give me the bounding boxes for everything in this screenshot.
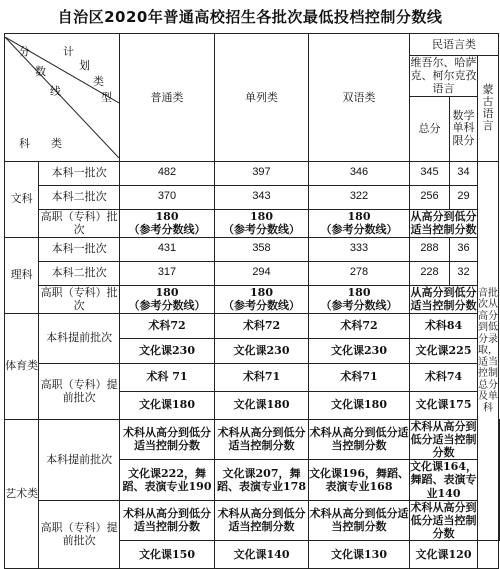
yishu-gaozhi-r1-4: 术科从高分到低分适当控制分数 (410, 500, 477, 541)
tiyu-gaozhi-wenhua-1: 文化课180 (120, 391, 215, 419)
yishu-benke-batch: 本科提前批次 (39, 419, 120, 500)
wenke-gaozhi-danlie: 180 （参考分数线） (215, 209, 309, 237)
wenke-zongfen-1: 345 (410, 161, 450, 185)
col-menggu: 蒙古语言 (478, 56, 499, 162)
tiyu-gaozhi-shuke-3: 术科71 (309, 363, 410, 391)
yishu-benke-r1-2: 术科从高分到低分适当控制分数 (215, 419, 309, 460)
corner-xian: 线 (50, 84, 61, 98)
like-zongfen-1: 288 (410, 237, 450, 261)
corner-ji: 计 (63, 44, 74, 58)
col-shuangyu: 双语类 (309, 34, 410, 162)
corner-ke: 科 (19, 136, 30, 150)
like-shuxue-2: 32 (450, 261, 478, 285)
tiyu-gaozhi-wenhua-2: 文化课180 (215, 391, 309, 419)
wenke-gaozhi-minyu: 从高分到低分适当控制分数 (410, 209, 477, 237)
tiyu-benke-wenhua-2: 文化课230 (215, 338, 309, 363)
like-gaozhi-minyu: 从高分到低分适当控制分数 (410, 285, 477, 313)
wenke-gaozhi-shuangyu: 180 （参考分数线） (309, 209, 410, 237)
wenke-shuangyu-2: 322 (309, 185, 410, 209)
tiyu-benke-shuke-2: 术科72 (215, 313, 309, 338)
col-minyuyan: 民语言类 (410, 34, 499, 56)
col-danlie: 单列类 (215, 34, 309, 162)
tiyu-benke-wenhua-3: 文化课230 (309, 338, 410, 363)
like-putong-1: 431 (120, 237, 215, 261)
wenke-gaozhi-batch: 高职（专科）批次 (40, 209, 118, 237)
yishu-benke-r2-1: 文化课222，舞蹈、表演专业190 (120, 460, 215, 501)
score-table (4, 33, 500, 569)
corner-lei2: 类 (93, 74, 104, 88)
wenke-shuxue-2: 29 (450, 185, 478, 209)
tiyu-benke-batch: 本科提前批次 (39, 313, 120, 363)
yishu-benke-r2-3: 文化课196，舞蹈、表演专业168 (309, 460, 410, 501)
like-danlie-1: 358 (215, 237, 309, 261)
wenke-gaozhi-putong: 180 （参考分数线） (120, 209, 215, 237)
header-corner (5, 34, 120, 162)
like-shuxue-1: 36 (450, 237, 478, 261)
yishu-benke-r2-4: 文化课164，舞蹈、表演专业140 (410, 460, 477, 500)
wenke-danlie-2: 343 (215, 185, 309, 209)
tiyu-benke-shuke-1: 术科72 (120, 313, 215, 338)
tiyu-benke-shuke-3: 术科72 (309, 313, 410, 338)
wenke-putong-1: 482 (120, 161, 215, 185)
wenke-putong-2: 370 (120, 185, 215, 209)
like-putong-2: 317 (120, 261, 215, 285)
like-danlie-2: 294 (215, 261, 309, 285)
yishu-benke-r2-2: 文化课207，舞蹈、表演专业178 (215, 460, 309, 501)
corner-fen: 分 (19, 44, 30, 58)
tiyu-benke-wenhua-4: 文化课225 (410, 338, 478, 363)
yishu-gaozhi-r1-2: 术科从高分到低分适当控制分数 (215, 500, 309, 541)
yishu-benke-r1-1: 术科从高分到低分适当控制分数 (120, 419, 215, 460)
wenke-shuangyu-1: 346 (309, 161, 410, 185)
yishu-menggu-cell (499, 419, 500, 460)
yishu-benke-r1-3: 术科从高分到低分适当控制分数 (309, 419, 410, 460)
tiyu-gaozhi-shuke-4: 术科74 (410, 363, 478, 391)
like-batch-2: 本科二批次 (39, 261, 120, 285)
yishu-label: 艺术类 (5, 419, 39, 569)
wenke-danlie-1: 397 (215, 161, 309, 185)
corner-lei: 类 (51, 136, 62, 150)
yishu-menggu-cell-3 (499, 500, 500, 541)
like-zongfen-2: 228 (410, 261, 450, 285)
like-shuangyu-1: 333 (309, 237, 410, 261)
col-minyuyan-sub: 维吾尔、哈萨克、柯尔克孜语言 (410, 56, 477, 96)
wenke-zongfen-2: 256 (410, 185, 450, 209)
yishu-gaozhi-r2-1: 文化课150 (120, 541, 215, 569)
wenke-label: 文科 (5, 161, 39, 237)
like-shuangyu-2: 278 (309, 261, 410, 285)
corner-hua: 划 (79, 58, 90, 72)
tiyu-gaozhi-wenhua-4: 文化课175 (410, 391, 478, 419)
tiyu-benke-shuke-4: 术科84 (410, 313, 478, 338)
like-label: 理科 (5, 237, 39, 313)
yishu-menggu-cell-2 (499, 460, 500, 501)
menggu-note: 音批次从高分到低分录取，适当控制总分及单科 (478, 161, 499, 541)
col-shuxue: 数学单科限分 (450, 96, 478, 161)
tiyu-gaozhi-shuke-1: 术科 71 (120, 363, 215, 391)
like-batch-1: 本科一批次 (39, 237, 120, 261)
tiyu-gaozhi-wenhua-3: 文化课180 (309, 391, 410, 419)
yishu-gaozhi-r2-4: 文化课120 (410, 541, 478, 569)
tiyu-benke-wenhua-1: 文化课230 (120, 338, 215, 363)
corner-xing: 型 (101, 90, 112, 104)
yishu-gaozhi-r1-1: 术科从高分到低分适当控制分数 (120, 500, 215, 541)
yishu-gaozhi-r2-2: 文化课140 (215, 541, 309, 569)
tiyu-gaozhi-batch: 高职（专科）提前批次 (39, 363, 120, 419)
like-gaozhi-putong: 180 （参考分数线） (120, 285, 215, 313)
like-gaozhi-batch: 高职（专科）批次 (40, 285, 118, 313)
tiyu-label: 体育类 (5, 313, 39, 419)
yishu-gaozhi-r2-3: 文化课130 (309, 541, 410, 569)
col-zongfen: 总分 (410, 96, 450, 161)
yishu-menggu-cell-4 (478, 541, 499, 569)
wenke-shuxue-1: 34 (450, 161, 478, 185)
corner-shu: 数 (35, 64, 46, 78)
wenke-batch-2: 本科二批次 (39, 185, 120, 209)
like-gaozhi-shuangyu: 180 （参考分数线） (309, 285, 410, 313)
like-gaozhi-danlie: 180 （参考分数线） (215, 285, 309, 313)
yishu-gaozhi-batch: 高职（专科）提前批次 (39, 500, 120, 569)
col-putong: 普通类 (120, 34, 215, 162)
tiyu-gaozhi-shuke-2: 术科71 (215, 363, 309, 391)
yishu-gaozhi-r1-3: 术科从高分到低分适当控制分数 (309, 500, 410, 541)
page-title: 自治区2020年普通高校招生各批次最低投档控制分数线 (57, 8, 443, 26)
wenke-batch-1: 本科一批次 (39, 161, 120, 185)
yishu-benke-r1-4: 术科从高分到低分适当控制分数 (410, 419, 477, 459)
